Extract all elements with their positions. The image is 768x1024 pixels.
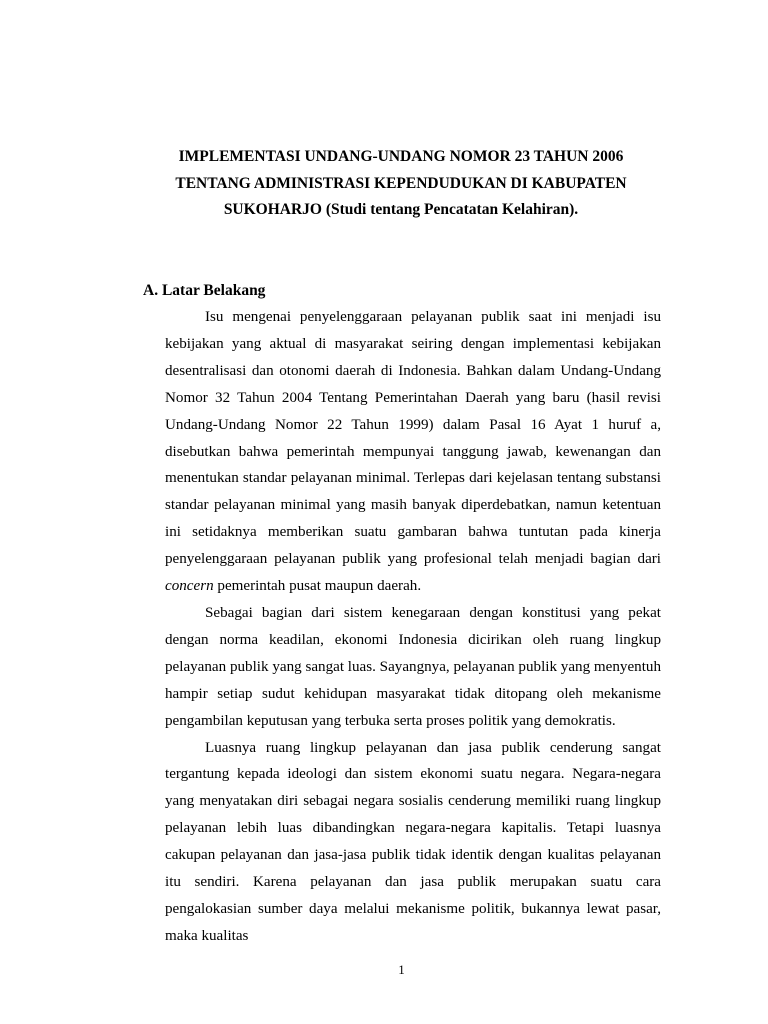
paragraph-1 [165, 304, 661, 600]
paragraph-3: Luasnya ruang lingkup pelayanan dan jasa publik cenderung sangat tergantung kepada ideologi dan sistem ekonomi suatu negara. Negara-negara yang menyatakan diri sebagai negara sosialis cenderung memiliki ruang lingkup pelayanan lebih luas dibandingkan negara-negara kapitalis. Tetapi luasnya cakupan pelayanan dan jasa-jasa publik tidak identik dengan kualitas pelayanan itu sendiri. Karena pelayanan dan jasa publik merupakan suatu cara pengalokasian sumber daya melalui mekanisme politik, bukannya lewat pasar, maka kualitas [165, 739, 661, 944]
paragraph-1-text-end: pemerintah pusat maupun daerah. [217, 578, 422, 595]
paragraph-1-emphasis: concern [165, 578, 214, 595]
section-heading: A. Latar Belakang [143, 282, 266, 299]
document-title: IMPLEMENTASI UNDANG-UNDANG NOMOR 23 TAHUN 2006 TENTANG ADMINISTRASI KEPENDUDUKAN DI KABUPATEN SUKOHARJO (Studi tentang Pencatatan Kelahiran). [175, 148, 627, 218]
paragraph-2: Sebagai bagian dari sistem kenegaraan dengan konstitusi yang pekat dengan norma keadilan, ekonomi Indonesia dicirikan oleh ruang lingkup pelayanan publik yang sangat luas. Sayangnya, pelayanan publik yang menyentuh hampir setiap sudut kehidupan masyarakat tidak ditopang oleh mekanisme pengambilan keputusan yang terbuka serta proses politik yang demokratis. [165, 604, 661, 729]
page-number: 1 [398, 962, 405, 977]
paragraph-1-text: Isu mengenai penyelenggaraan pelayanan publik saat ini menjadi isu kebijakan yang aktual di masyarakat seiring dengan implementasi kebijakan desentralisasi dan otonomi daerah di Indonesia. Bahkan dalam Undang-Undang Nomor 32 Tahun 2004 Tentang Pemerintahan Daerah yang baru (hasil revisi Undang-Undang Nomor 22 Tahun 1999) dalam Pasal 16 Ayat 1 huruf a, disebutkan bahwa pemerintah mempunyai tanggung jawab, kewenangan dan menentukan standar pelayanan minimal. Terlepas dari kejelasan tentang substansi standar pelayanan minimal yang masih banyak diperdebatkan, namun ketentuan ini setidaknya memberikan suatu gambaran bahwa tuntutan pada kinerja penyelenggaraan pelayanan publik yang profesional telah menjadi bagian dari [165, 309, 661, 568]
body-text [165, 304, 661, 950]
